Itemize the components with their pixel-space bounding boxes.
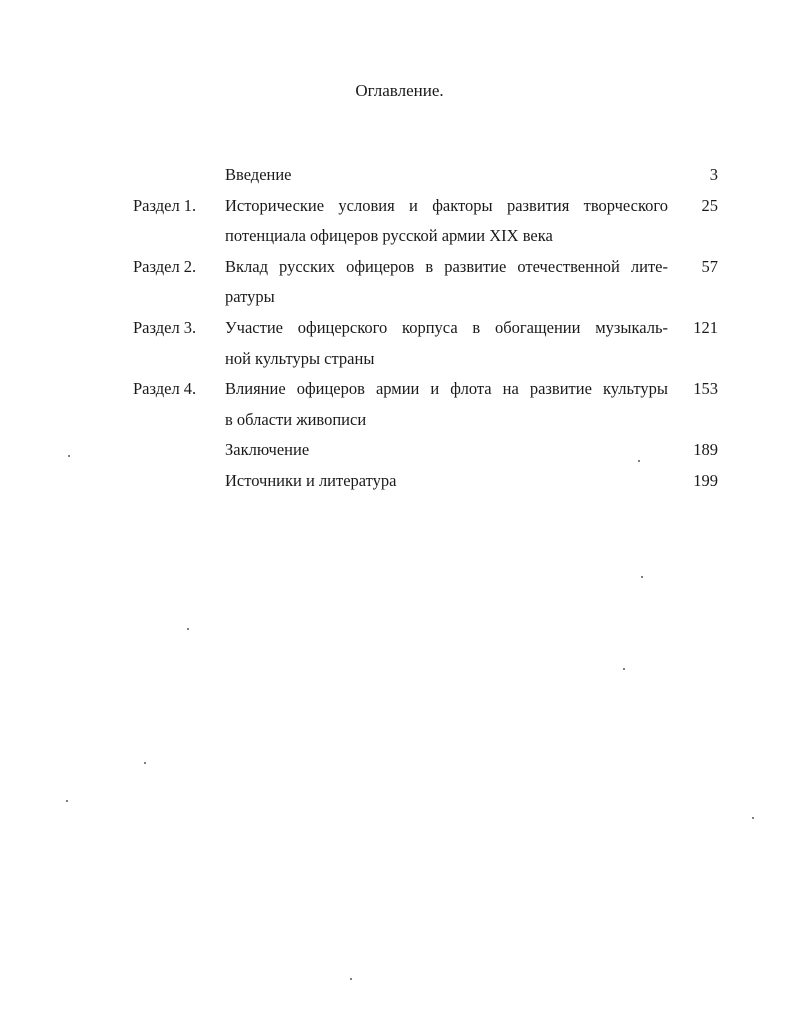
toc-entry-page-number: 3 <box>709 165 718 184</box>
scan-speck <box>187 628 189 630</box>
toc-entry-section-1 <box>0 191 799 252</box>
toc-entry-title-line: ной культуры страны <box>225 348 375 368</box>
toc-entry-title-line: Исторические условия и факторы развития творческого <box>225 195 668 215</box>
toc-entry-section-3 <box>0 313 799 374</box>
toc-entry-page-number: 57 <box>701 256 718 276</box>
scan-speck <box>68 455 70 457</box>
toc-entry-title <box>225 313 668 374</box>
toc-entry-section-4 <box>0 374 799 435</box>
toc-entry-label: Раздел 1. <box>133 195 197 215</box>
toc-entry-title-line: Введение <box>225 165 292 184</box>
toc-entry-introduction <box>0 160 799 191</box>
scan-speck <box>638 460 640 462</box>
toc-entry-title-line: ратуры <box>225 287 275 307</box>
toc-entry-label: Раздел 3. <box>133 317 197 337</box>
toc-entry-title <box>225 191 668 252</box>
toc-entry-title-line: Заключение <box>225 440 310 460</box>
scan-speck <box>623 668 625 670</box>
table-of-contents <box>0 160 799 497</box>
toc-entry-title-line: в области живописи <box>225 409 367 429</box>
toc-entry-title-line: Источники и литература <box>225 470 397 490</box>
toc-entry-title <box>225 252 668 313</box>
scan-speck <box>350 978 352 980</box>
toc-entry-page-number: 153 <box>693 379 718 399</box>
toc-entry-page-number: 199 <box>693 470 718 490</box>
scan-speck <box>144 762 146 764</box>
toc-entry-section-2 <box>0 252 799 313</box>
toc-entry-conclusion <box>0 435 799 466</box>
toc-entry-title <box>225 374 668 435</box>
toc-entry-title-line: потенциала офицеров русской армии XIX века <box>225 226 553 246</box>
page-title: Оглавление. <box>355 81 444 100</box>
scan-speck <box>66 800 68 802</box>
toc-entry-title-line: Влияние офицеров армии и флота на развитие культуры <box>225 379 668 399</box>
toc-entry-title <box>225 435 668 466</box>
toc-entry-page-number: 25 <box>701 195 718 215</box>
toc-entry-label: Раздел 2. <box>133 256 197 276</box>
toc-entry-title-line: Участие офицерского корпуса в обогащении музыкаль- <box>225 317 668 337</box>
toc-entry-label: Раздел 4. <box>133 379 197 399</box>
toc-entry-sources <box>0 466 799 497</box>
toc-entry-page-number: 189 <box>693 440 718 460</box>
toc-entry-title <box>225 160 668 191</box>
toc-entry-page-number: 121 <box>693 317 718 337</box>
scan-speck <box>641 576 643 578</box>
toc-entry-title-line: Вклад русских офицеров в развитие отечественной лите- <box>225 256 668 276</box>
scan-speck <box>752 817 754 819</box>
toc-entry-title <box>225 466 668 497</box>
